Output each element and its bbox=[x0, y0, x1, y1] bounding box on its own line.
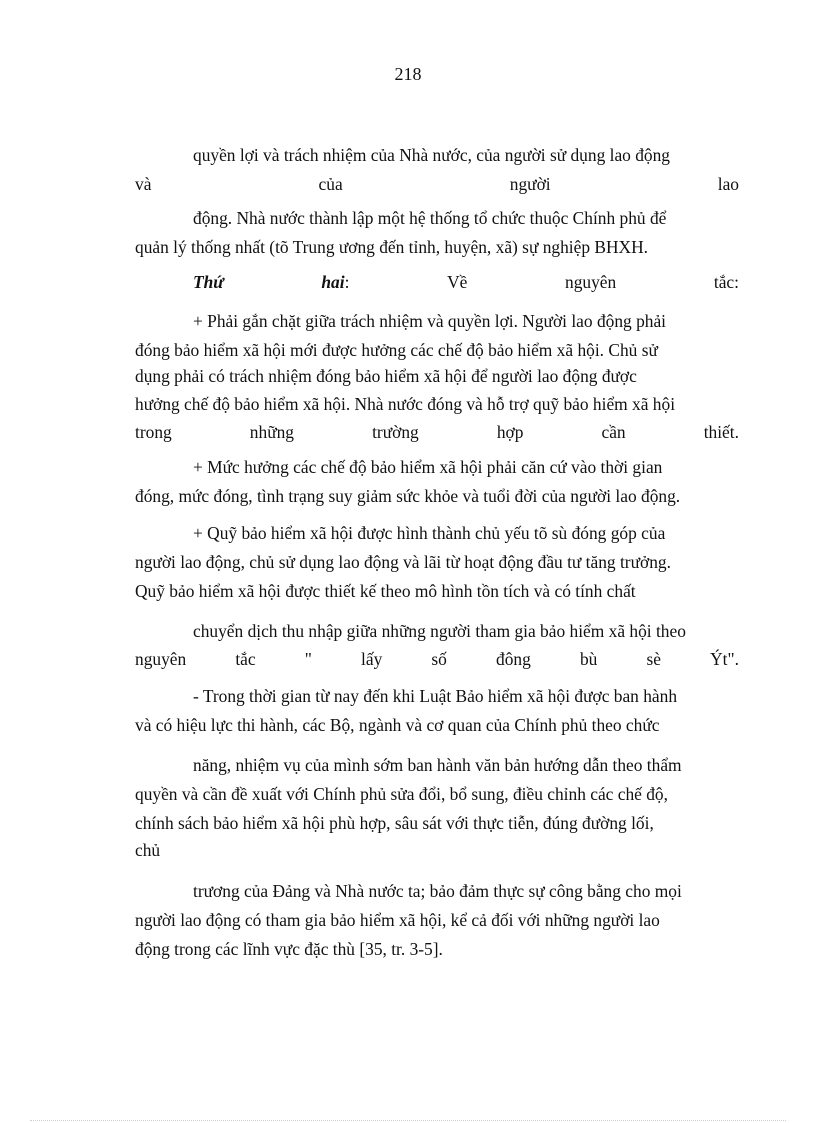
word: lấy bbox=[361, 649, 383, 669]
text-line: quyền và cần đề xuất với Chính phủ sửa đổi, bổ sung, điều chỉnh các chế độ, bbox=[135, 784, 668, 804]
word: của bbox=[318, 174, 343, 194]
text-line: dụng phải có trách nhiệm đóng bảo hiểm xã hội để người lao động được bbox=[135, 366, 637, 386]
section-heading-line: Thứ hai: Về nguyên tắc: bbox=[193, 272, 739, 292]
text-line: động trong các lĩnh vực đặc thù [35, tr. 3-5]. bbox=[135, 939, 443, 959]
text-line: động. Nhà nước thành lập một hệ thống tổ chức thuộc Chính phủ để bbox=[193, 208, 667, 228]
text-line: chuyển dịch thu nhập giữa những người tham gia bảo hiểm xã hội theo bbox=[193, 621, 686, 641]
text-line: Quỹ bảo hiểm xã hội được thiết kế theo mô hình tồn tích và có tính chất bbox=[135, 581, 636, 601]
text-line: - Trong thời gian từ nay đến khi Luật Bảo hiểm xã hội được ban hành bbox=[193, 686, 678, 706]
word: tắc bbox=[235, 649, 256, 669]
word: thiết. bbox=[703, 422, 739, 442]
word: lao bbox=[717, 174, 739, 194]
emphasis-word: Thứ bbox=[193, 272, 224, 292]
word: trong bbox=[135, 422, 172, 442]
emphasis-word: hai bbox=[321, 272, 345, 292]
word: sè bbox=[646, 649, 661, 669]
word: tắc: bbox=[713, 272, 739, 292]
text-line: + Quỹ bảo hiểm xã hội được hình thành chủ yếu tõ sù đóng góp của bbox=[193, 523, 666, 543]
word: đông bbox=[496, 649, 531, 669]
word: nguyên bbox=[565, 272, 617, 292]
word: số bbox=[431, 649, 447, 669]
word: Ýt". bbox=[710, 649, 739, 669]
text-line-justified bbox=[135, 421, 739, 443]
word: cần bbox=[601, 422, 626, 442]
word: hợp bbox=[496, 422, 524, 442]
word: những bbox=[249, 422, 295, 442]
text-line: người lao động có tham gia bảo hiểm xã hội, kể cả đối với những người lao bbox=[135, 910, 660, 930]
text-line-justified bbox=[135, 648, 739, 670]
word: người bbox=[509, 174, 551, 194]
text-line: chính sách bảo hiểm xã hội phù hợp, sâu sát với thực tiễn, đúng đường lối, bbox=[135, 813, 654, 833]
text-line-justified bbox=[135, 173, 739, 195]
page-number: 218 bbox=[394, 64, 422, 84]
word: Về bbox=[447, 272, 468, 292]
word: nguyên bbox=[135, 649, 187, 669]
text-line: chủ bbox=[135, 840, 161, 860]
text-line: quản lý thống nhất (tõ Trung ương đến tỉnh, huyện, xã) sự nghiệp BHXH. bbox=[135, 237, 649, 257]
text-line: hưởng chế độ bảo hiểm xã hội. Nhà nước đóng và hỗ trợ quỹ bảo hiểm xã hội bbox=[135, 394, 676, 414]
text-line: + Mức hưởng các chế độ bảo hiểm xã hội phải căn cứ vào thời gian bbox=[193, 457, 663, 477]
text-line: + Phải gắn chặt giữa trách nhiệm và quyền lợi. Người lao động phải bbox=[193, 311, 667, 331]
text-line: và có hiệu lực thi hành, các Bộ, ngành và cơ quan của Chính phủ theo chức bbox=[135, 715, 660, 735]
word: và bbox=[135, 174, 152, 194]
word: " bbox=[304, 649, 312, 669]
bottom-divider bbox=[30, 1120, 786, 1121]
text-line: quyền lợi và trách nhiệm của Nhà nước, của người sử dụng lao động bbox=[193, 145, 670, 165]
text-line: đóng bảo hiểm xã hội mới được hưởng các chế độ bảo hiểm xã hội. Chủ sử bbox=[135, 340, 658, 360]
text-line: trương của Đảng và Nhà nước ta; bảo đảm thực sự công bằng cho mọi bbox=[193, 881, 682, 901]
text-line: năng, nhiệm vụ của mình sớm ban hành văn bản hướng dẫn theo thẩm bbox=[193, 755, 682, 775]
text-line: người lao động, chủ sử dụng lao động và lãi từ hoạt động đầu tư tăng trưởng. bbox=[135, 552, 671, 572]
word: trường bbox=[372, 422, 419, 442]
text-line: đóng, mức đóng, tình trạng suy giảm sức khỏe và tuổi đời của người lao động. bbox=[135, 486, 681, 506]
word: bù bbox=[579, 649, 598, 669]
